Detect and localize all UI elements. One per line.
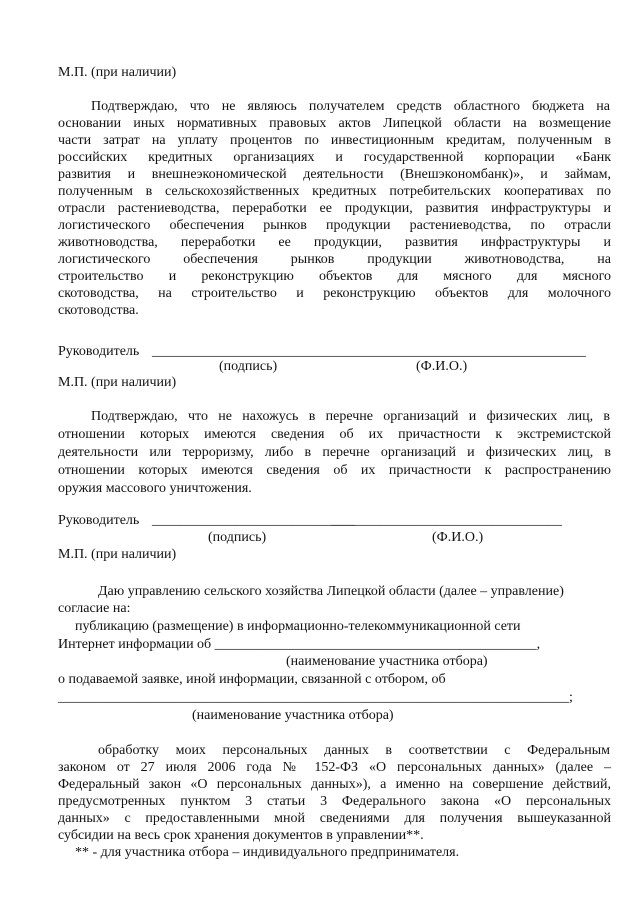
paragraph-line: обработку моих персональных данных в соответствии с Федеральным [98,743,610,758]
stamp-note: М.П. (при наличии) [58,65,177,80]
field-caption: (наименование участника отбора) [286,654,488,669]
paragraph-line: отношении которых имеются сведения об их причастности к распространению [58,463,611,478]
paragraph-line: логистического обеспечения рынков продукции животноводства, на [58,252,611,267]
paragraph-line: законом от 27 июля 2006 года № 152-ФЗ «О персональных данных» (далее – [58,760,611,775]
footnote: ** - для участника отбора – индивидуального предпринимателя. [75,845,460,860]
consent-line: согласие на: [58,601,131,616]
paragraph-line: Федеральный закон «О персональных данных»), а именно на совершение действий, [58,777,611,792]
paragraph-line: животноводства, переработки ее продукции, развития инфраструктуры и [58,235,611,250]
paragraph-line: субсидии на весь срок хранения документов в управлении**. [58,828,424,843]
paragraph-line: российских кредитных организациях и государственной корпорации «Банк [58,150,611,165]
paragraph-line: скотоводства, на строительство и реконструкцию объектов для молочного [58,286,611,301]
name-caption: (Ф.И.О.) [432,530,484,545]
consent-line: Интернет информации об ______________________________________________, [58,637,541,652]
paragraph-line: логистического обеспечения рынков продукции растениеводства, по отрасли [58,218,611,233]
paragraph-line: оружия массового уничтожения. [58,481,252,496]
paragraph-line: скотоводства. [58,303,139,318]
paragraph-line: полученным в сельскохозяйственных кредитных потребительских кооперативах по [58,184,611,199]
paragraph-line: части затрат на уплату процентов по инвестиционным кредитам, полученным в [58,133,611,148]
paragraph-line: отрасли растениеводства, переработки ее продукции, развития инфраструктуры и [58,201,611,216]
paragraph-line: Подтверждаю, что не нахожусь в перечне организаций и физических лиц, в [91,409,610,424]
name-line: _________________________________ [331,513,562,528]
consent-line: публикацию (размещение) в информационно-телекоммуникационной сети [75,619,521,634]
signature-label: Руководитель [58,513,140,528]
signature-line: ______________________________________________________________ [152,344,586,359]
paragraph-line: деятельности или терроризму, либо в перечне организаций и физических лиц, в [58,445,611,460]
signature-caption: (подпись) [219,359,278,374]
paragraph-line: развития и внешнеэкономической деятельности (Внешэкономбанк)», и займам, [58,167,611,182]
stamp-note: М.П. (при наличии) [58,375,177,390]
paragraph-line: Подтверждаю, что не являюсь получателем средств областного бюджета на [91,99,610,114]
stamp-note: М.П. (при наличии) [58,547,177,562]
paragraph-line: строительство и реконструкцию объектов для мясного для мясного [58,269,611,284]
signature-caption: (подпись) [208,530,267,545]
paragraph-line: данных» с предоставленными мной сведениями для получения вышеуказанной [58,811,611,826]
paragraph-line: предусмотренных пунктом 3 статьи 3 Федерального закона «О персональных [58,794,611,809]
field-caption: (наименование участника отбора) [192,708,394,723]
signature-line: _____________________________ [152,513,355,528]
signature-label: Руководитель [58,344,140,359]
name-caption: (Ф.И.О.) [416,359,468,374]
paragraph-line: основании иных нормативных правовых актов Липецкой области на возмещение [58,116,611,131]
consent-line: _________________________________________________________________________; [58,690,573,705]
consent-line: о подаваемой заявке, иной информации, связанной с отбором, об [58,672,446,687]
paragraph-line: отношении которых имеются сведения об их причастности к экстремистской [58,427,611,442]
consent-line: Даю управлению сельского хозяйства Липецкой области (далее – управление) [98,584,564,599]
